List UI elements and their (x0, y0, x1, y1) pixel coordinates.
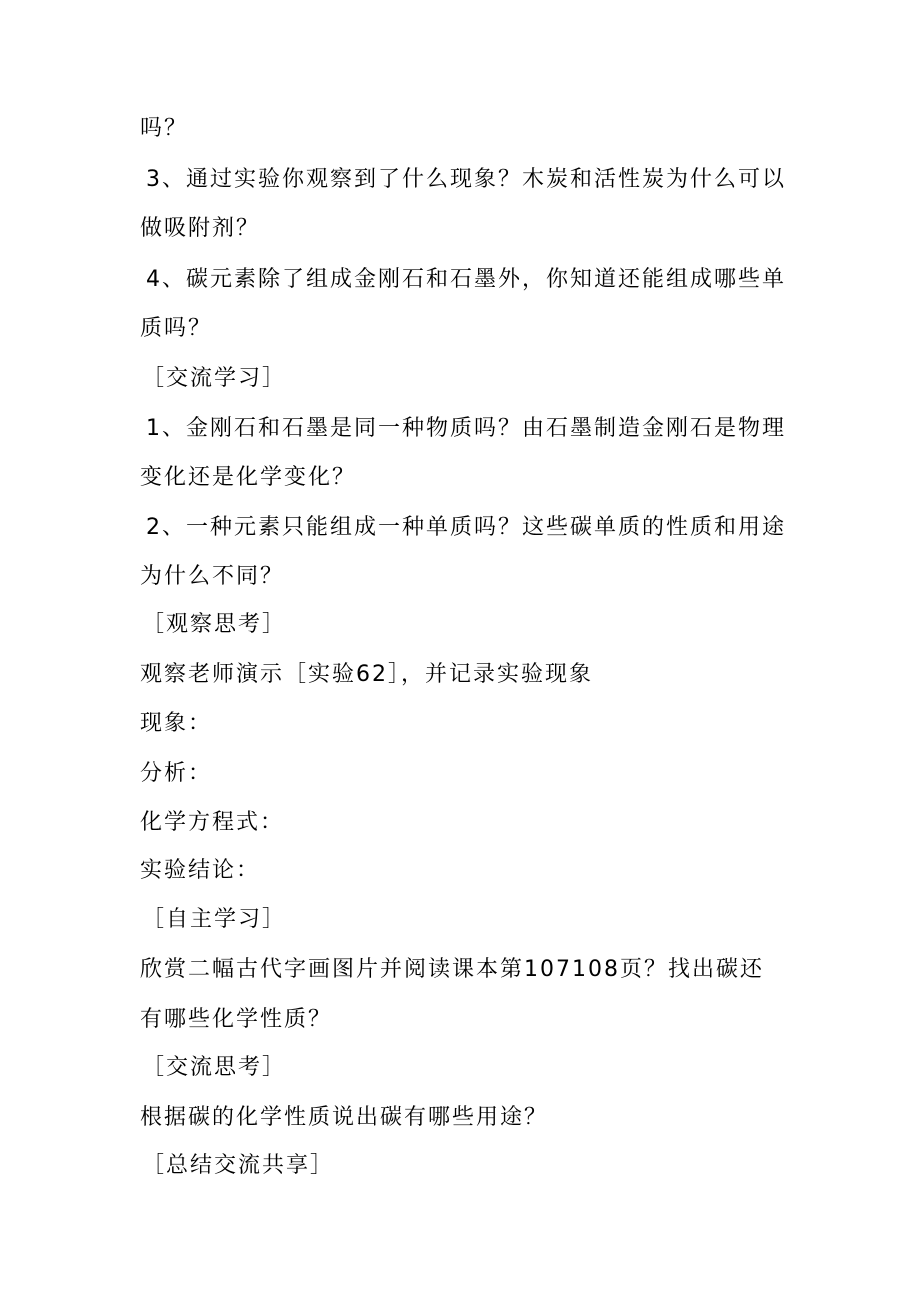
exchange-think-question: 根据碳的化学性质说出碳有哪些用途？ (140, 1105, 549, 1130)
question-3-line-1: 3、通过实验你观察到了什么现象？木炭和活性炭为什么可以 (146, 167, 786, 192)
observe-instruction: 观察老师演示［实验62］，并记录实验现象 (140, 662, 593, 687)
exchange-question-2-line-1: 2、一种元素只能组成一种单质吗？这些碳单质的性质和用途 (146, 515, 786, 540)
phenomenon-label: 现象： (140, 711, 213, 736)
exchange-question-2-line-2: 为什么不同？ (140, 564, 285, 589)
exchange-question-1-line-1: 1、金刚石和石墨是同一种物质吗？由石墨制造金刚石是物理 (146, 416, 786, 441)
self-study-line-1: 欣赏二幅古代字画图片并阅读课本第107108页？找出碳还 (140, 957, 764, 982)
section-heading-exchange-learning: ［交流学习］ (142, 366, 287, 391)
text-line-1: 吗？ (140, 116, 189, 141)
question-3-line-2: 做吸附剂？ (140, 216, 261, 241)
section-heading-self-study: ［自主学习］ (142, 907, 287, 932)
section-heading-summary-share: ［总结交流共享］ (142, 1153, 335, 1178)
analysis-label: 分析： (140, 761, 213, 786)
self-study-line-2: 有哪些化学性质？ (140, 1007, 333, 1032)
exchange-question-1-line-2: 变化还是化学变化？ (140, 465, 357, 490)
conclusion-label: 实验结论： (140, 858, 261, 883)
question-4-line-1: 4、碳元素除了组成金刚石和石墨外，你知道还能组成哪些单 (146, 267, 786, 292)
section-heading-exchange-think: ［交流思考］ (142, 1055, 287, 1080)
question-4-line-2: 质吗？ (140, 316, 213, 341)
section-heading-observe-think: ［观察思考］ (142, 612, 287, 637)
equation-label: 化学方程式： (140, 810, 285, 835)
